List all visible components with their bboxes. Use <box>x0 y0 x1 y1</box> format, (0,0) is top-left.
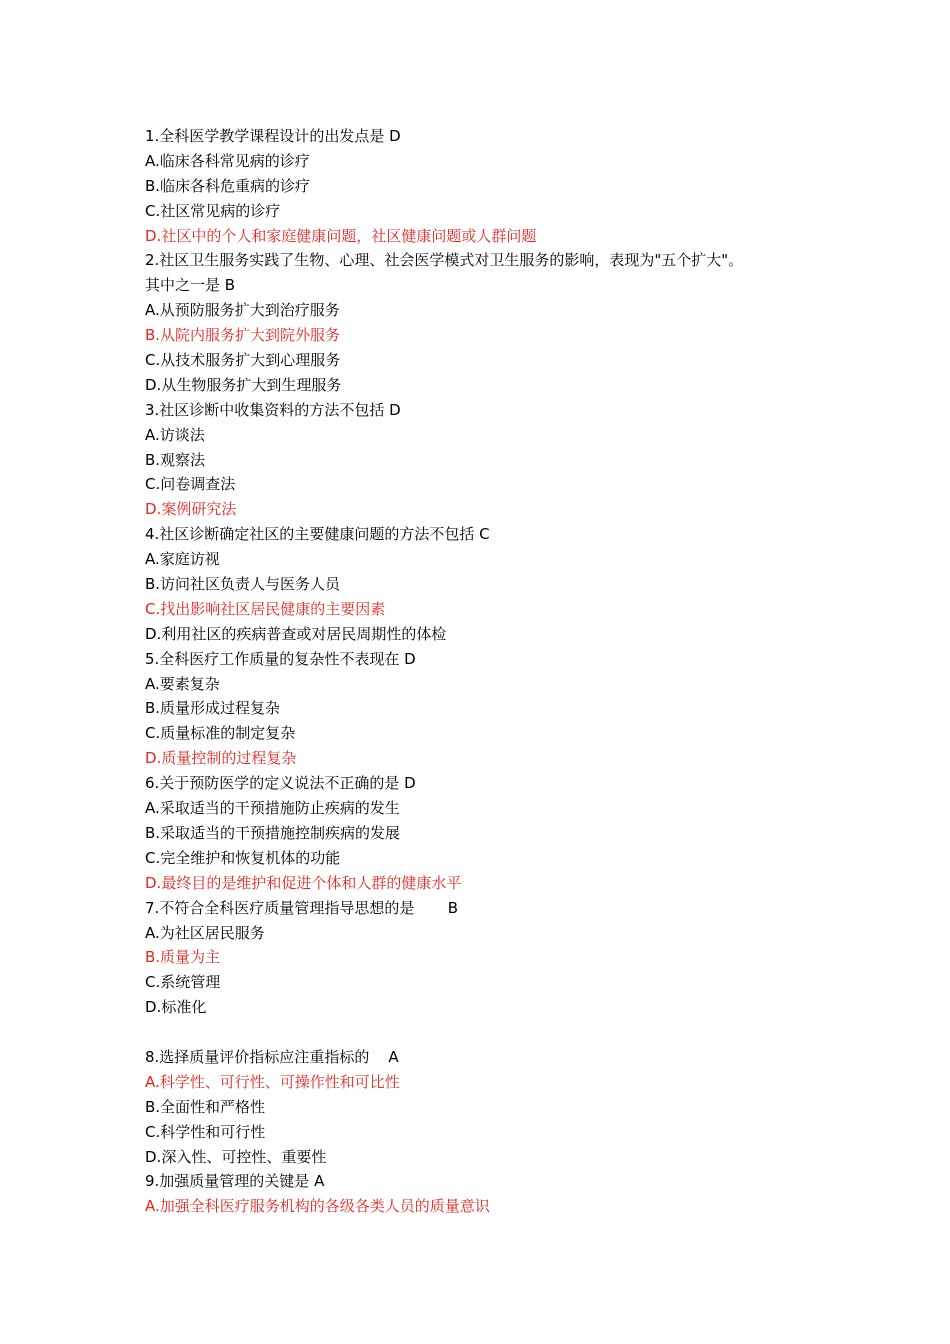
answer-option: A.家庭访视 <box>145 550 220 569</box>
document-body <box>145 124 845 1219</box>
answer-option: A.访谈法 <box>145 425 205 444</box>
answer-option: D.深入性、可控性、重要性 <box>145 1147 327 1166</box>
answer-option: C.从技术服务扩大到心理服务 <box>145 351 341 370</box>
correct-option: D.最终目的是维护和促进个体和人群的健康水平 <box>145 873 462 892</box>
answer-option: C.社区常见病的诊疗 <box>145 201 281 220</box>
question-text: 1.全科医学教学课程设计的出发点是 D <box>145 127 401 145</box>
question-text: 2.社区卫生服务实践了生物、心理、社会医学模式对卫生服务的影响，表现为"五个扩大"。 <box>145 251 744 270</box>
answer-option: D.标准化 <box>145 998 207 1017</box>
correct-option: A.加强全科医疗服务机构的各级各类人员的质量意识 <box>145 1197 490 1216</box>
question-text: 6.关于预防医学的定义说法不正确的是 D <box>145 774 416 793</box>
answer-option: C.系统管理 <box>145 973 221 992</box>
answer-option: A.采取适当的干预措施防止疾病的发生 <box>145 799 400 818</box>
answer-option: A.临床各科常见病的诊疗 <box>145 151 310 170</box>
blank-line <box>145 1020 845 1045</box>
answer-option: A.从预防服务扩大到治疗服务 <box>145 301 340 320</box>
answer-option: C.问卷调查法 <box>145 475 236 494</box>
question-text: 7.不符合全科医疗质量管理指导思想的是 B <box>145 898 458 917</box>
question-text: 8.选择质量评价指标应注重指标的 A <box>145 1047 399 1066</box>
question-text: 9.加强质量管理的关键是 A <box>145 1172 325 1191</box>
answer-option: C.科学性和可行性 <box>145 1122 266 1141</box>
correct-option: B.质量为主 <box>145 948 221 967</box>
correct-option: B.从院内服务扩大到院外服务 <box>145 326 341 345</box>
answer-option: D.从生物服务扩大到生理服务 <box>145 375 342 394</box>
correct-option: D.社区中的个人和家庭健康问题，社区健康问题或人群问题 <box>145 226 537 245</box>
answer-option: B.观察法 <box>145 450 206 469</box>
answer-option: B.全面性和严格性 <box>145 1097 266 1116</box>
answer-option: C.质量标准的制定复杂 <box>145 724 296 743</box>
correct-option: D.案例研究法 <box>145 500 237 519</box>
answer-option: B.质量形成过程复杂 <box>145 699 281 718</box>
answer-option: B.采取适当的干预措施控制疾病的发展 <box>145 823 401 842</box>
correct-option: A.科学性、可行性、可操作性和可比性 <box>145 1072 400 1091</box>
answer-option: B.临床各科危重病的诊疗 <box>145 176 311 195</box>
question-text: 4.社区诊断确定社区的主要健康问题的方法不包括 C <box>145 525 490 544</box>
answer-option: A.要素复杂 <box>145 674 220 693</box>
answer-option: C.完全维护和恢复机体的功能 <box>145 848 341 867</box>
correct-option: D.质量控制的过程复杂 <box>145 749 297 768</box>
text-line: 其中之一是 B <box>145 276 236 295</box>
correct-option: C.找出影响社区居民健康的主要因素 <box>145 599 386 618</box>
question-text: 3.社区诊断中收集资料的方法不包括 D <box>145 400 401 419</box>
question-text: 5.全科医疗工作质量的复杂性不表现在 D <box>145 649 416 668</box>
answer-option: A.为社区居民服务 <box>145 923 265 942</box>
answer-option: B.访问社区负责人与医务人员 <box>145 575 341 594</box>
answer-option: D.利用社区的疾病普查或对居民周期性的体检 <box>145 624 447 643</box>
